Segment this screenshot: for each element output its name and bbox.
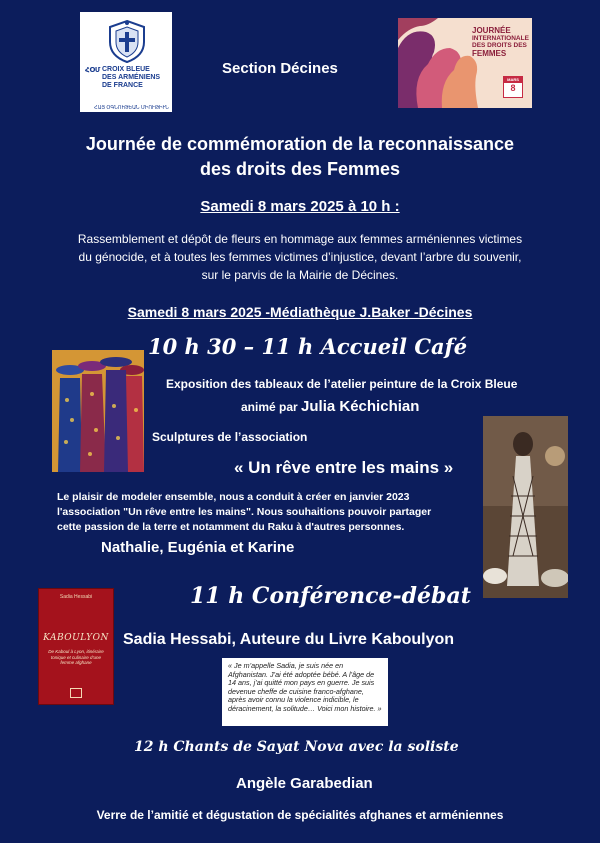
description-line: cette passion de la terre et notamment du Raku à d'autres personnes.: [57, 521, 405, 533]
soloist-name: Angèle Garabedian: [236, 775, 373, 792]
association-description: [57, 490, 447, 535]
poster-big-word: FEMMES: [472, 49, 507, 58]
main-title: [0, 132, 600, 182]
book-title: KABOULYON: [43, 633, 109, 643]
description-line: Le plaisir de modeler ensemble, nous a conduit à créer en janvier 2023: [57, 491, 410, 503]
intro-line: sur le parvis de la Mairie de Décines.: [201, 268, 399, 282]
logo-name-line: DE FRANCE: [102, 82, 143, 89]
intro-paragraph: [0, 230, 600, 284]
logo-name-line: CROIX BLEUE: [102, 66, 150, 73]
exposition-text: Exposition des tableaux de l’atelier peinture de la Croix Bleue: [166, 377, 518, 391]
logo-monogram: ՀՕՄ: [85, 67, 101, 74]
poster-line: JOURNÉE: [472, 26, 511, 35]
chants-heading: 12 h Chants de Sayat Nova avec la soliste: [134, 739, 459, 755]
poster-month: MARS: [504, 77, 522, 83]
publisher-icon: [70, 688, 82, 698]
poster-day: 8: [510, 83, 516, 93]
croix-bleue-emblem-icon: [102, 18, 152, 64]
book-author: Sadia Hessabi: [59, 594, 93, 600]
sculpture-image: [483, 416, 568, 598]
conference-heading: 11 h Conférence-débat: [190, 583, 471, 609]
section-title: Section Décines: [222, 60, 338, 77]
anime-prefix: animé par: [241, 400, 302, 414]
poster-line: INTERNATIONALE: [472, 35, 529, 42]
artist-name: Julia Kéchichian: [301, 398, 420, 415]
poster-text: [472, 26, 530, 58]
description-line: l'association "Un rêve entre les mains". Nous souhaitions pouvoir partager: [57, 506, 432, 518]
logo-armenian-name: ՀԱՅ ՕԳՆՈՒԹԵԱՆ ՄԻՈՒԹԻՒՆ: [94, 105, 169, 111]
accueil-cafe-heading: 10 h 30 – 11 h Accueil Café: [148, 334, 468, 359]
association-name: « Un rêve entre les mains »: [234, 458, 454, 477]
intro-line: Rassemblement et dépôt de fleurs en hommage aux femmes arméniennes victimes: [77, 232, 523, 246]
kaboulyon-book-cover: [38, 588, 114, 705]
poster-date-badge: [503, 76, 523, 98]
book-subtitle: De Kaboul à Lyon, itinéraire tonique et culinaire d’une femme afghane: [48, 649, 104, 665]
speaker-line: Sadia Hessabi, Auteure du Livre Kaboulyon: [123, 631, 455, 648]
date-heading-morning: Samedi 8 mars 2025 à 10 h :: [200, 198, 400, 215]
intro-line: du génocide, et à toutes les femmes victimes d’injustice, devant l’arbre du souvenir,: [78, 250, 522, 264]
croix-bleue-logo: [80, 12, 172, 112]
women-painting-image: [52, 350, 144, 472]
closing-line: Verre de l’amitié et dégustation de spécialités afghanes et arméniennes: [96, 808, 504, 822]
poster-line: DES DROITS DES: [472, 42, 527, 49]
date-heading-mediatheque: Samedi 8 mars 2025 -Médiathèque J.Baker -Décines: [127, 304, 473, 320]
logo-name-line: DES ARMÉNIENS: [102, 74, 161, 81]
author-quote: « Je m’appelle Sadia, je suis née en Afghanistan. J’ai été adoptée bébé. A l’âge de 14 ans, j’ai quitté mon pays en guerre. Je suis devenue cheffe de cuisine franco-afghane, après avoir connu la violence indicible, le déracinement, la solitude… Voici mon histoire. »: [222, 658, 388, 726]
sculptor-names: Nathalie, Eugénia et Karine: [101, 539, 295, 556]
logo-name: [102, 66, 170, 90]
main-title-line: des droits des Femmes: [199, 159, 401, 179]
sculptures-text: Sculptures de l’association: [152, 430, 308, 444]
anime-par-line: [241, 398, 419, 415]
journee-droits-femmes-poster: [398, 18, 532, 108]
main-title-line: Journée de commémoration de la reconnaissance: [85, 134, 515, 154]
